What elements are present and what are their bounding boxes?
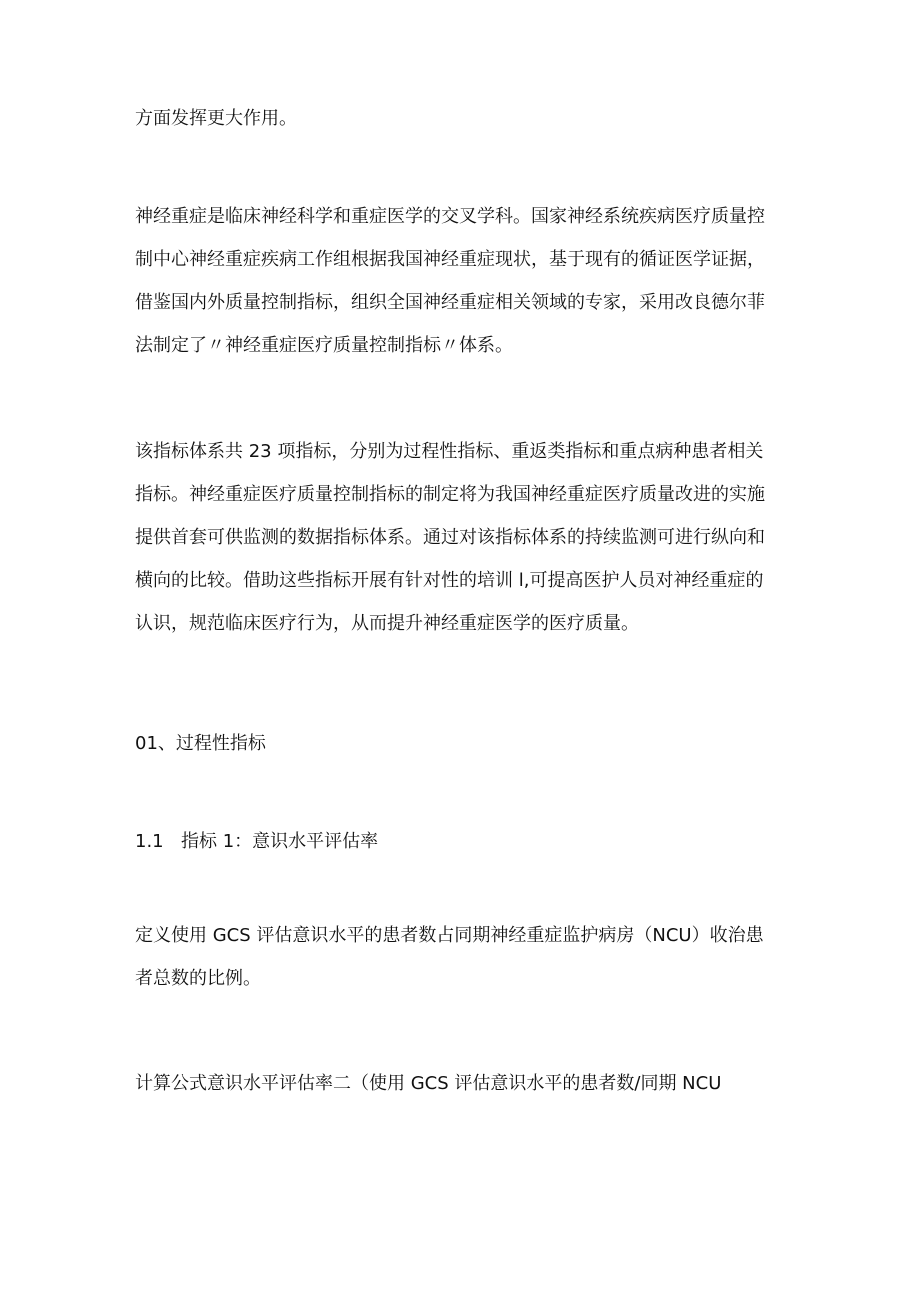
paragraph-neurocritical-intro — [135, 195, 795, 367]
paragraph-continuation — [135, 97, 795, 140]
text-line: 法制定了〃神经重症医疗质量控制指标〃体系。 — [135, 335, 513, 356]
text-line: 横向的比较。借助这些指标开展有针对性的培训 l,可提高医护人员对神经重症的 — [135, 570, 764, 591]
text-line: 计算公式意识水平评估率二（使用 GCS 评估意识水平的患者数/同期 NCU — [135, 1073, 722, 1094]
subsection-heading — [135, 820, 795, 863]
subsection-title: 指标 1：意识水平评估率 — [181, 831, 379, 852]
text-line: 者总数的比例。 — [135, 968, 261, 989]
formula-paragraph — [135, 1062, 795, 1105]
text-line: 方面发挥更大作用。 — [135, 108, 297, 129]
paragraph-indicator-system — [135, 430, 795, 645]
text-line: 制中心神经重症疾病工作组根据我国神经重症现状，基于现有的循证医学证据， — [135, 249, 765, 270]
text-line: 定义使用 GCS 评估意识水平的患者数占同期神经重症监护病房（NCU）收治患 — [135, 925, 764, 946]
subsection-heading-line — [135, 820, 795, 863]
section-heading-text: 01、过程性指标 — [135, 733, 266, 754]
definition-paragraph — [135, 914, 795, 1000]
subsection-number: 1.1 — [135, 831, 164, 852]
text-line: 借鉴国内外质量控制指标，组织全国神经重症相关领域的专家，采用改良德尔菲 — [135, 292, 765, 313]
text-line: 提供首套可供监测的数据指标体系。通过对该指标体系的持续监测可进行纵向和 — [135, 527, 765, 548]
text-line: 神经重症是临床神经科学和重症医学的交叉学科。国家神经系统疾病医疗质量控 — [135, 206, 765, 227]
section-heading — [135, 722, 795, 765]
text-line: 该指标体系共 23 项指标，分别为过程性指标、重返类指标和重点病种患者相关 — [135, 441, 764, 462]
text-line: 认识，规范临床医疗行为，从而提升神经重症医学的医疗质量。 — [135, 613, 639, 634]
text-line: 指标。神经重症医疗质量控制指标的制定将为我国神经重症医疗质量改进的实施 — [135, 484, 765, 505]
